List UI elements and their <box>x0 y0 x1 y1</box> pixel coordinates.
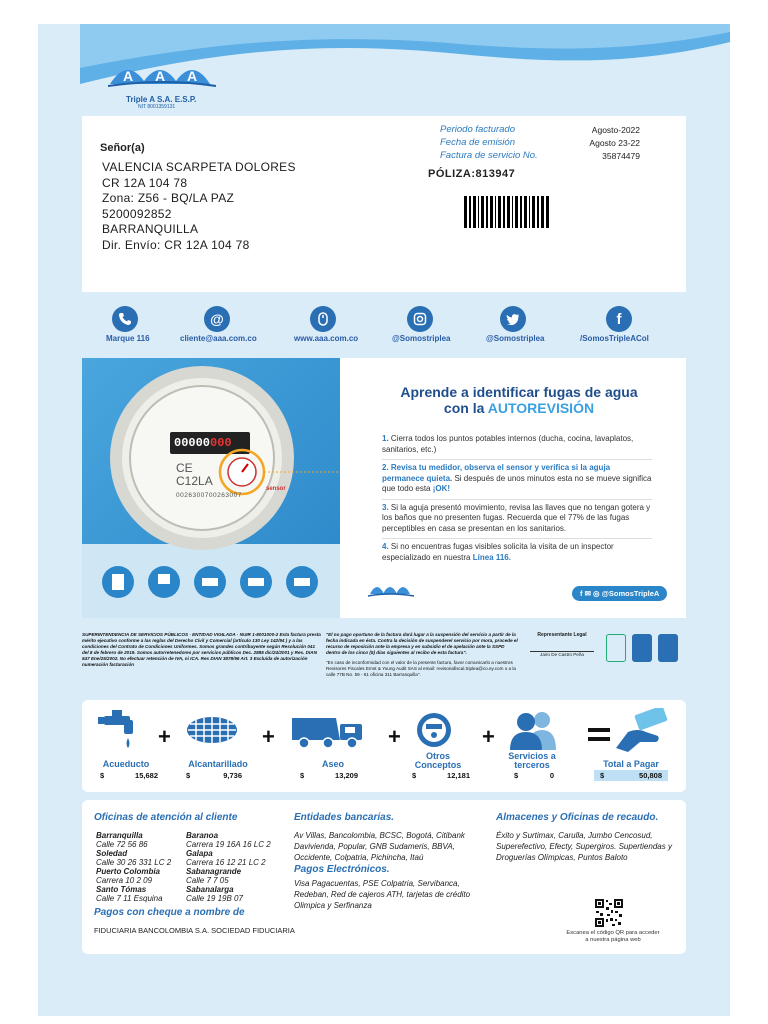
meter-model <box>176 462 213 488</box>
legal-left-text: SUPERINTENDENCIA DE SERVICIOS PÚBLICOS · ENTIDAD VIGILADA · NUIR 1-8001000-2 Esta factura presta mérito ejecutivo conforme a las reglas del Derecho Civil y Comercial (artículo 130 Ley 142/94 ) y a las condiciones del Contrato de Condiciones Uniformes. Somos grandes contribuyente según Resolución 041 del 8 de febrero de 2019. Somos autorretenedores por servicios públicos Dec. 2885 dic/24/2001 y Res. DIAN 547 Ene/25/2002. No efectuar retención de IVA, ni ICA. Res DIAN 3878/96 Art. 3 Excluida de autorización numeración facturación <box>82 632 321 667</box>
contact-email[interactable] <box>204 306 230 332</box>
svg-text:A: A <box>186 68 198 84</box>
summary-total-label: Total a Pagar <box>603 759 659 769</box>
plus-sign: + <box>158 724 171 749</box>
rep-name: Jairo De Castro Peña <box>540 652 584 657</box>
payment-hand-icon <box>614 708 670 754</box>
contact-label: Marque 116 <box>106 334 150 343</box>
qr-code-icon[interactable] <box>594 898 624 928</box>
offices-title: Oficinas de atención al cliente <box>94 812 238 823</box>
meter-reading-red: 000 <box>210 436 232 450</box>
promo-title-line2: con la <box>443 400 488 416</box>
offices-col-1 <box>96 831 186 903</box>
summary-amount: $ 0 <box>514 771 554 780</box>
office-item: Puerto Colombia Carrera 10 2 09 <box>96 867 161 885</box>
cheque-name: FIDUCIARIA BANCOLOMBIA S.A. SOCIEDAD FIDUCIARIA <box>94 926 295 935</box>
faucet-icon <box>98 708 142 754</box>
contact-web[interactable] <box>310 306 336 332</box>
meter-model-line: CE <box>176 461 193 475</box>
barcode <box>464 196 551 228</box>
banks-title: Entidades bancarias. <box>294 812 395 823</box>
svg-text:A: A <box>122 68 134 84</box>
sensor-label: sensor <box>266 486 286 492</box>
summary-amount: $ 15,682 <box>100 771 158 780</box>
meter-reading <box>174 436 232 450</box>
legal-middle-text-2: "En caso de inconformidad con el valor de la presente factura, favor comunicarlo a nuestros Revisores Fiscales Ernst & Young Audit SAS al email: revisoriafiscal.triplea@co.ey.com o a la calle 77B No. 59 - 61 oficina 311 Barranquilla". <box>326 660 516 677</box>
customer-line: CR 12A 104 78 <box>102 175 188 190</box>
people-icon <box>508 710 558 750</box>
banks-list: Av Villas, Bancolombia, BCSC, Bogotá, Citibank Davivienda, Popular, GNB Sudameris, BBVA, Occidente, Colpatria, Pichincha, Itaú <box>294 831 465 862</box>
customer-line: Dir. Envío: CR 12A 104 78 <box>102 237 250 252</box>
contact-label: @Somostriplea <box>392 334 451 343</box>
summary-label: Alcantarillado <box>188 759 248 769</box>
billing-values <box>582 124 640 163</box>
company-nit: NIT 8001359131 <box>138 104 176 110</box>
customer-line: VALENCIA SCARPETA DOLORES <box>102 160 296 174</box>
billing-value: 35874479 <box>602 151 640 161</box>
office-item: Soledad Calle 30 26 331 LC 2 <box>96 849 172 867</box>
office-item: Galapa Carrera 16 12 21 LC 2 <box>186 849 266 867</box>
electronic-title: Pagos Electrónicos. <box>294 864 390 875</box>
summary-total-amount: $ 50,808 <box>594 770 668 781</box>
garbage-truck-icon <box>290 714 368 750</box>
summary-label: Aseo <box>321 759 344 769</box>
summary-amount: $ 12,181 <box>412 771 470 780</box>
promo-step: 1. Cierra todos los puntos potables internos (ducha, cocina, lavaplatos, sanitarios, etc.) <box>382 434 634 454</box>
plus-sign: + <box>262 724 275 749</box>
signature-icon <box>530 638 594 652</box>
rep-title: Representante Legal <box>537 632 587 638</box>
promo-social-badge[interactable] <box>572 586 667 601</box>
office-item: Sabanalarga Calle 19 19B 07 <box>186 885 243 903</box>
office-item: Sabanagrande Calle 7 7 05 <box>186 867 242 885</box>
legal-left <box>82 632 322 668</box>
meter-icon <box>416 712 452 748</box>
water-meter-icon <box>82 358 340 618</box>
contact-label: cliente@aaa.com.co <box>180 334 257 343</box>
legal-middle-text: "El no pago oportuno de la factura dará lugar a la suspensión del servicio a partir de la fecha indicada en ésta. Contra la decisión de suspenderel servicio por mora, procede el recurso de reposición ante la empresa y en subsidio el de apelación ante la SSPD dentro de los cinco (5) días siguientes al recibo de esta factura". <box>326 632 518 655</box>
plus-sign: + <box>482 724 495 749</box>
summary-amount: $ 9,736 <box>186 771 242 780</box>
mouse-icon <box>310 306 336 332</box>
contacts-row <box>100 306 700 348</box>
summary-label: Servicios a terceros <box>508 751 556 770</box>
phone-icon <box>112 306 138 332</box>
aaa-logo-icon <box>108 54 218 90</box>
twitter-icon <box>500 306 526 332</box>
qr-caption: Escanea el código QR para acceder a nuestra página web <box>566 930 660 943</box>
meter-reading-black: 00000 <box>174 436 211 450</box>
contact-label: /SomosTripleACol <box>580 334 649 343</box>
promo-aaa-logo-icon <box>368 574 418 604</box>
billing-value: Agosto 23-22 <box>589 138 640 148</box>
sewer-grate-icon <box>186 716 238 744</box>
email-icon: @ <box>204 306 230 332</box>
plus-sign: + <box>388 724 401 749</box>
office-item: Baranoa Carrera 19 16A 16 LC 2 <box>186 831 271 849</box>
salutation: Señor(a) <box>100 142 145 154</box>
promo-step: 4. Si no encuentras fugas visibles solicita la visita de un inspector especializado en nuestra Línea 116. <box>382 542 614 562</box>
promo-social-handle: @SomosTripleA <box>601 589 660 598</box>
promo-banner <box>82 358 686 618</box>
billing-label: Factura de servicio No. <box>440 150 538 161</box>
legal-representative <box>524 632 600 657</box>
stores-list: Éxito y Surtimax, Carulla, Jumbo Cencosud, Superefectivo, Efecty, Supergiros. Supertiendas y Droguerías Olímpicas, Puntos Baloto <box>496 831 672 862</box>
certification-seals <box>606 634 686 666</box>
legal-middle <box>326 632 518 678</box>
poliza-number: PÓLIZA:813947 <box>428 168 516 180</box>
customer-line: BARRANQUILLA <box>102 222 199 236</box>
promo-step: 2. Revisa tu medidor, observa el sensor y verifica si la aguja permanece quieta. Si después de unos minutos esta no se mueve significa que todo esta ¡OK! <box>382 463 652 493</box>
summary-amount: $ 13,209 <box>300 771 358 780</box>
stores-title: Almacenes y Oficinas de recaudo. <box>496 812 659 823</box>
contact-phone[interactable] <box>112 306 138 332</box>
office-item: Santo Tómas Calle 7 11 Esquina <box>96 885 163 903</box>
meter-serial: 0026300700263007 <box>176 492 242 499</box>
summary-label: Otros Conceptos <box>414 751 462 770</box>
electronic-list: Visa Pagacuentas, PSE Colpatria, Servibanca, Redeban, Red de cajeros ATH, tarjetas de crédito Olimpica y Serfinanza <box>294 879 471 910</box>
instagram-icon <box>407 306 433 332</box>
contact-label: www.aaa.com.co <box>294 334 359 343</box>
facebook-icon: f <box>606 306 632 332</box>
customer-address <box>102 160 296 253</box>
billing-value: Agosto-2022 <box>591 125 640 135</box>
meter-illustration <box>82 358 340 618</box>
social-icons: f ✉ ◎ <box>580 589 602 598</box>
contact-instagram[interactable] <box>407 306 433 332</box>
contact-facebook[interactable] <box>606 306 632 332</box>
fsc-seal-icon <box>606 634 626 662</box>
meter-model-line: C12LA <box>176 474 213 488</box>
billing-label: Periodo facturado <box>440 124 515 135</box>
icontec-seal-2-icon <box>658 634 678 662</box>
icontec-seal-icon <box>632 634 652 662</box>
svg-text:A: A <box>154 68 166 84</box>
promo-step: 3. Si la aguja presentó movimiento, revisa las llaves que no tengan gotera y los baños que no presenten fugas. Recuerda que el 77% de las fugas perceptibles en casa se presentan en los sanitarios. <box>382 502 651 533</box>
promo-title <box>374 384 664 416</box>
office-item: Barranquilla Calle 72 56 86 <box>96 831 148 849</box>
company-name: Triple A S.A. E.S.P. <box>126 95 197 104</box>
billing-labels <box>440 123 538 162</box>
equals-sign <box>588 728 610 742</box>
offices-col-2 <box>186 831 286 903</box>
summary-label: Acueducto <box>102 759 150 769</box>
contact-twitter[interactable] <box>500 306 526 332</box>
billing-label: Fecha de emisión <box>440 137 515 148</box>
company-logo <box>108 54 218 110</box>
promo-steps <box>382 434 652 563</box>
promo-title-line1: Aprende a identificar fugas de agua <box>400 384 638 400</box>
promo-title-highlight: AUTOREVISIÓN <box>487 400 595 416</box>
customer-line: 5200092852 <box>102 206 172 221</box>
contact-label: @Somostriplea <box>486 334 545 343</box>
cheque-title: Pagos con cheque a nombre de <box>94 907 245 918</box>
customer-line: Zona: Z56 - BQ/LA PAZ <box>102 191 235 205</box>
